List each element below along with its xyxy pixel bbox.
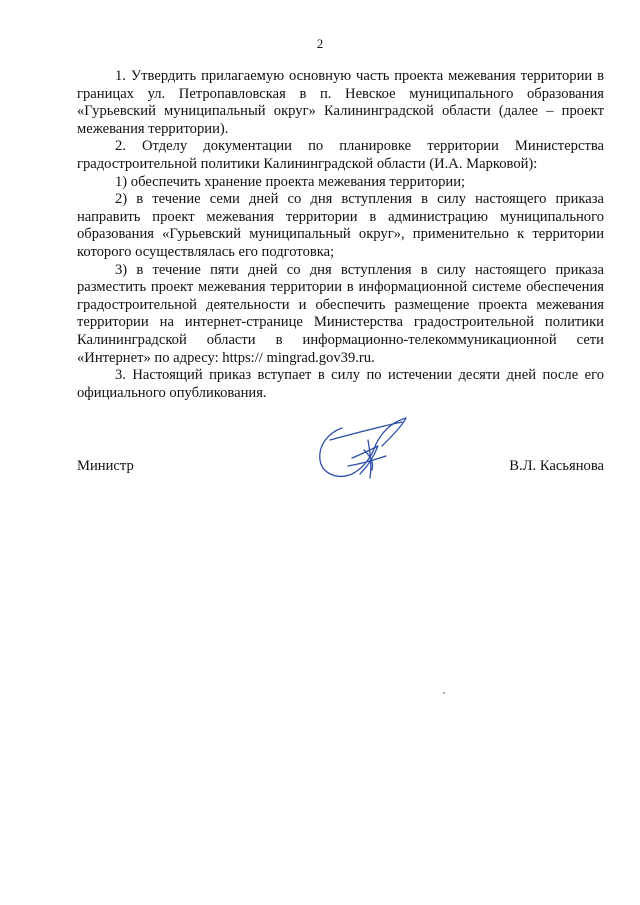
document-body xyxy=(77,68,604,402)
scan-speck xyxy=(443,692,445,694)
paragraph-effective: 3. Настоящий приказ вступает в силу по истечении десяти дней после его официального опубликования. xyxy=(77,367,604,401)
paragraph-approve: 1. Утвердить прилагаемую основную часть проекта межевания территории в границах ул. Петропавловская в п. Невское муниципального образования «Гурьевский муниципальный округ» Калининградской области (далее – проект межевания территории). xyxy=(77,68,604,137)
paragraph-item-3: 3) в течение пяти дней со дня вступления в силу настоящего приказа разместить проект межевания территории в информационной системе обеспечения градостроительной деятельности и обеспечить размещение проекта межевания территории на интернет-странице Министерства градостроительной политики Калининградской области в информационно-телекоммуникационной сети «Интернет» по адресу: https:// mingrad.gov39.ru. xyxy=(77,261,604,366)
paragraph-item-2: 2) в течение семи дней со дня вступления в силу настоящего приказа направить проект межевания территории в администрацию муниципального образования «Гурьевский муниципальный округ», применительно к территории которого осуществлялась его подготовка; xyxy=(77,191,604,260)
signer-position: Министр xyxy=(77,458,134,474)
handwritten-signature xyxy=(312,410,412,490)
paragraph-item-1: 1) обеспечить хранение проекта межевания территории; xyxy=(115,173,466,190)
paragraph-department: 2. Отделу документации по планировке территории Министерства градостроительной политики Калининградской области (И.А. Марковой): xyxy=(77,138,604,172)
page-number: 2 xyxy=(316,36,324,51)
signer-name: В.Л. Касьянова xyxy=(509,458,604,474)
